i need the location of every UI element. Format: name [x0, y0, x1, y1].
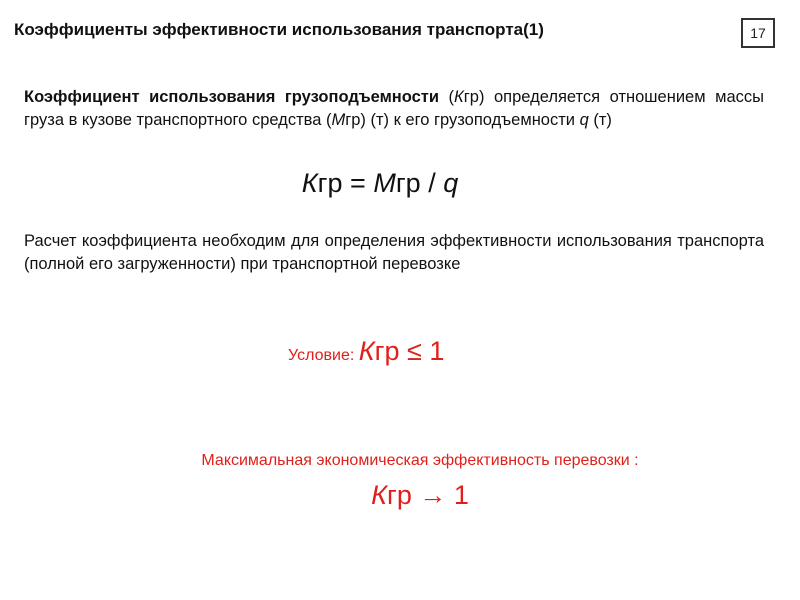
k-symbol: К	[454, 88, 464, 106]
slide-title: Коэффициенты эффективности использования транспорта(1)	[14, 20, 544, 39]
term-bold: Коэффициент использования грузоподъемности	[24, 88, 439, 106]
page-number: 17	[741, 18, 775, 48]
max-efficiency-formula	[0, 480, 800, 511]
condition-line	[288, 336, 444, 367]
formula-q: q	[443, 168, 459, 198]
m-subscript: гр	[345, 111, 361, 129]
open-paren: (	[439, 88, 455, 106]
formula-k-sub: гр	[317, 168, 343, 198]
formula-m: М	[373, 168, 396, 198]
q-symbol: q	[579, 111, 589, 129]
formula-k: К	[301, 168, 318, 198]
max-k: К	[371, 480, 388, 510]
main-formula	[0, 168, 760, 199]
condition-label: Условие:	[288, 347, 359, 364]
m-symbol: М	[331, 111, 346, 129]
max-expr: гр → 1	[387, 480, 469, 510]
k-subscript: гр	[463, 88, 479, 106]
definition-paragraph	[24, 86, 764, 132]
condition-expr: гр ≤ 1	[374, 336, 445, 366]
max-efficiency-label: Максимальная экономическая эффективность перевозки :	[201, 452, 639, 469]
condition-k: К	[358, 336, 375, 366]
purpose-paragraph: Расчет коэффициента необходим для определения эффективности использования транспорта (полной его загруженности) при транспортной перевозке	[24, 232, 764, 273]
definition-mid: ) определяется отношением массы груза в кузове транспортного средства (	[24, 88, 764, 129]
formula-m-sub: гр	[395, 168, 421, 198]
formula-eq: =	[342, 168, 374, 198]
definition-mid2: ) (т) к его грузоподъемности	[360, 111, 580, 129]
formula-div: /	[420, 168, 444, 198]
definition-end: (т)	[588, 111, 612, 129]
